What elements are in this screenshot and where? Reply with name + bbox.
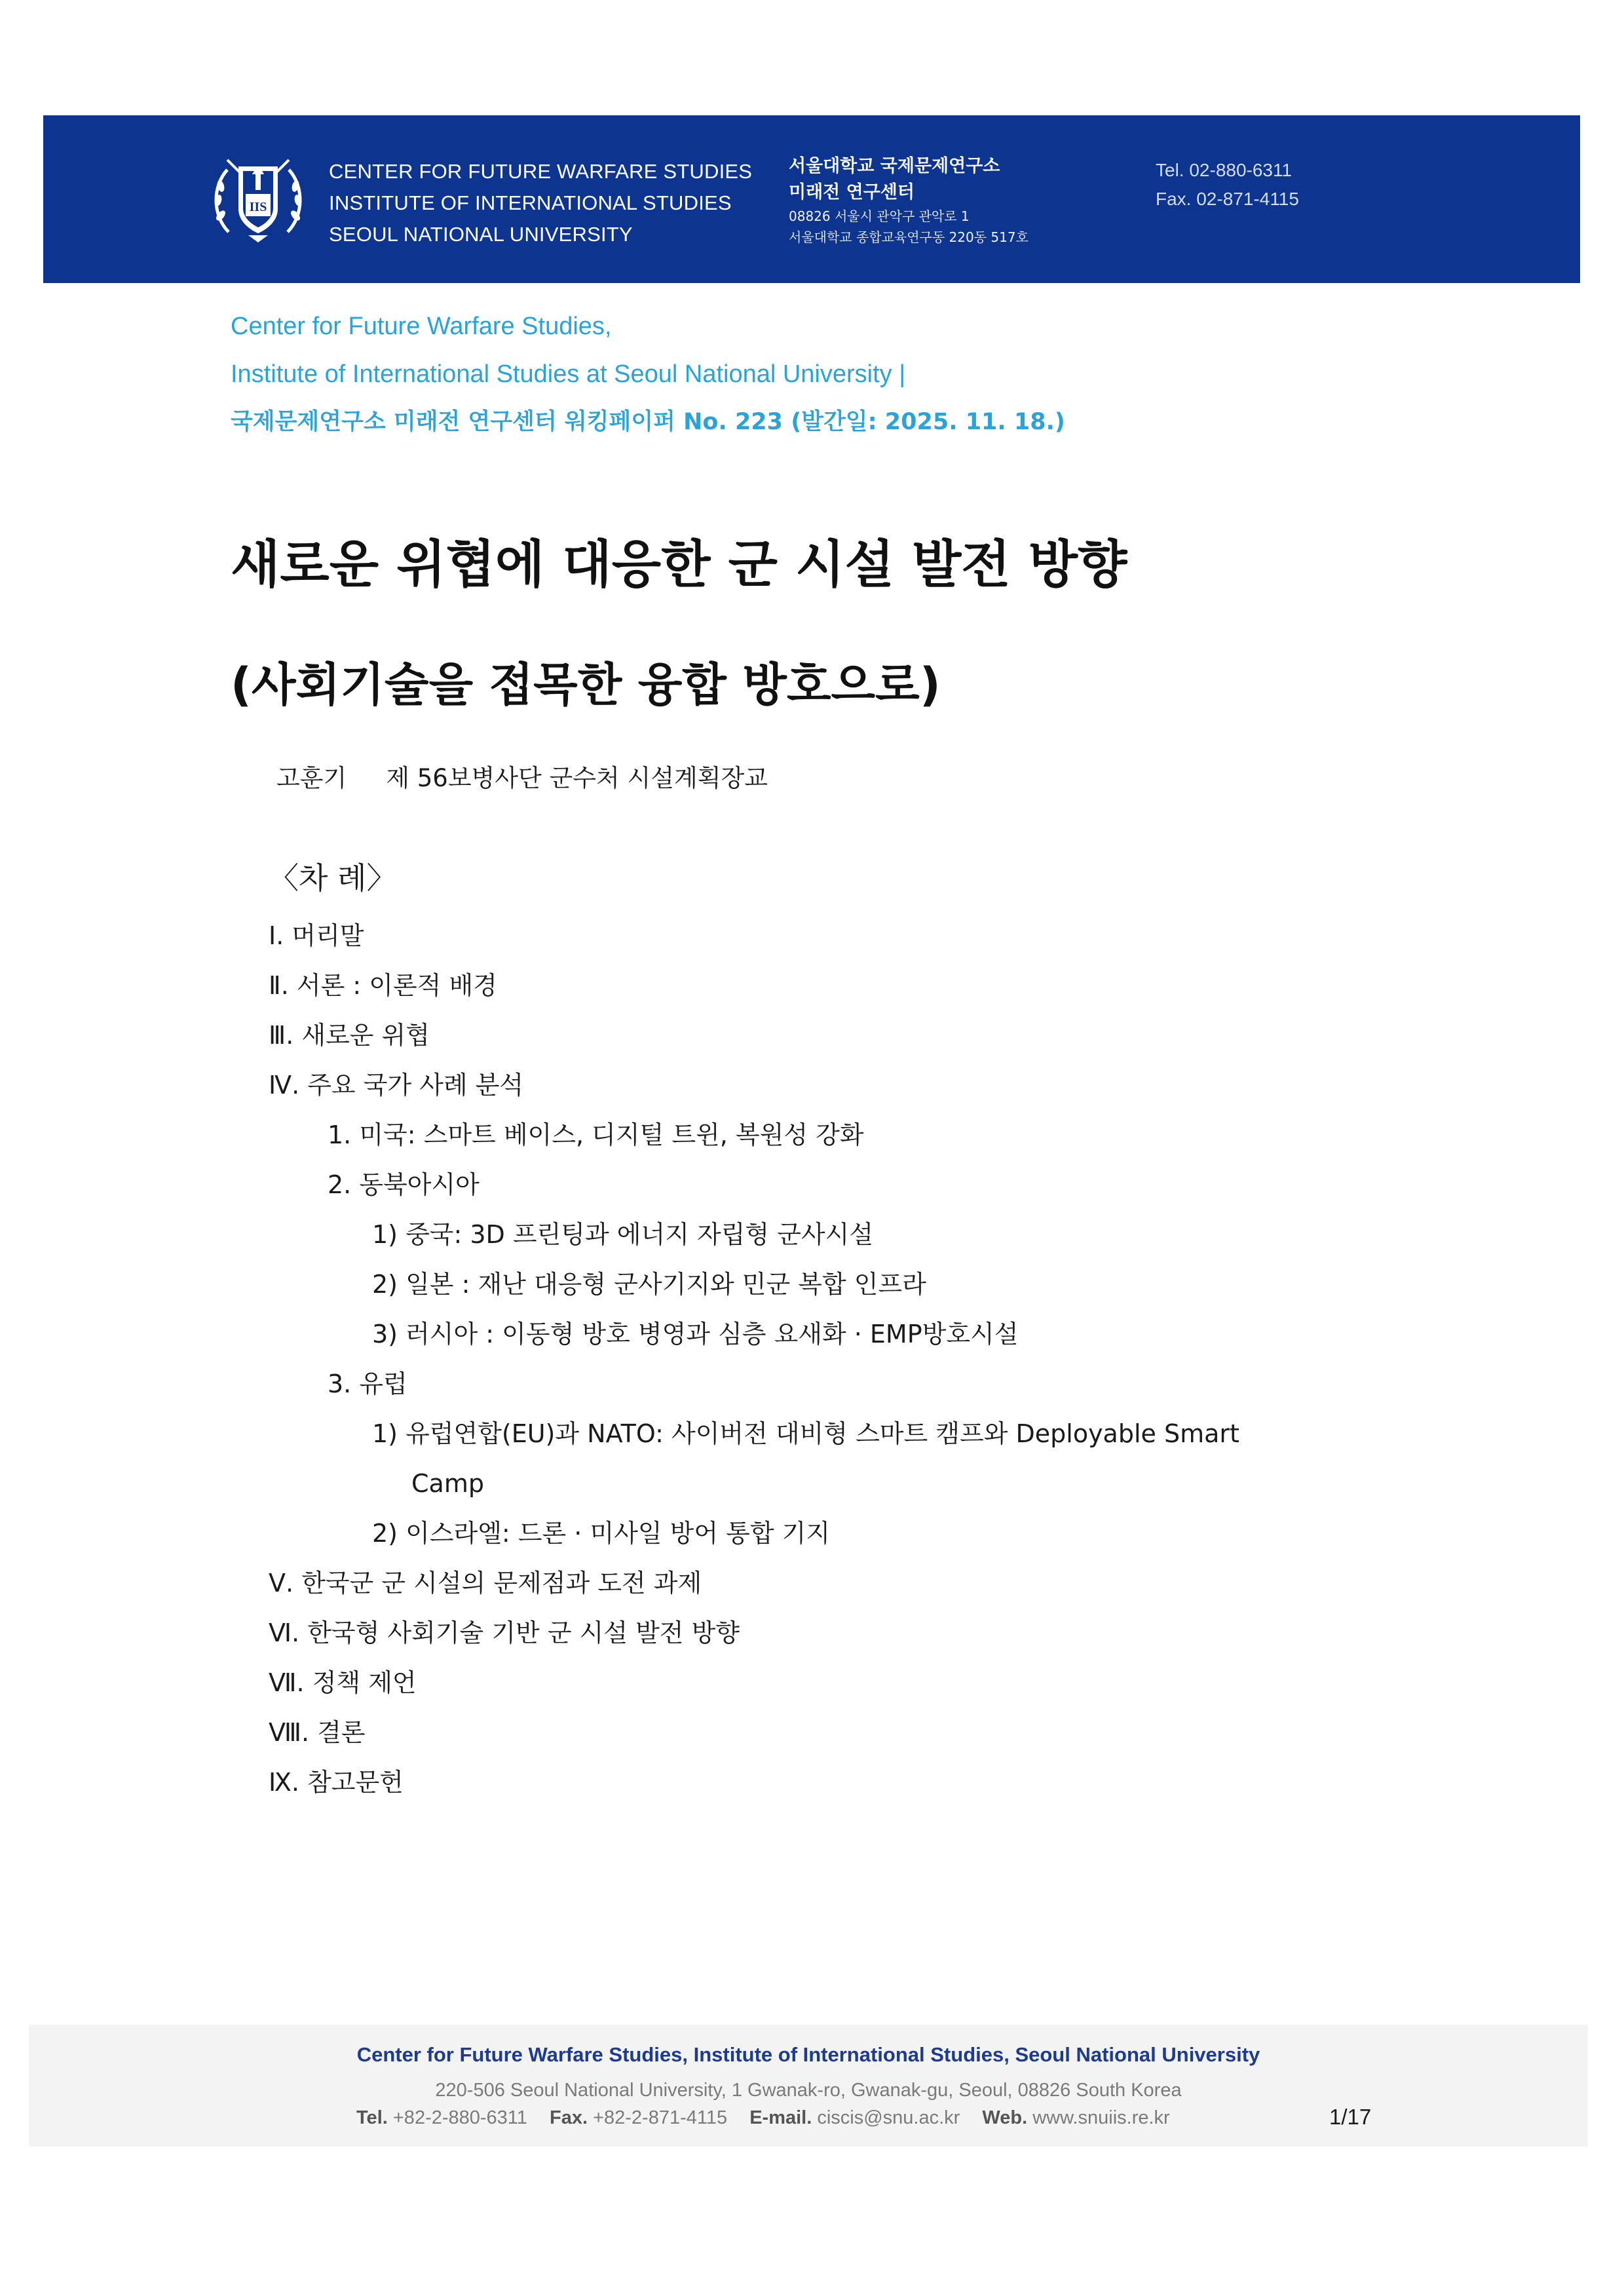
paper-meta: [231, 303, 1065, 446]
footer-contact: [356, 2107, 1170, 2129]
toc-subsubitem: 2) 이스라엘: 드론 · 미사일 방어 통합 기지: [372, 1519, 831, 1548]
toc-subsubitem: 1) 유럽연합(EU)과 NATO: 사이버전 대비형 스마트 캠프와 Deployable Smart: [372, 1419, 1239, 1448]
toc-subsubitem: 2) 일본 : 재난 대응형 군사기지와 민군 복합 인프라: [372, 1270, 926, 1299]
page-footer: [29, 2025, 1588, 2147]
header-banner: [43, 115, 1580, 283]
toc-item: Ⅴ. 한국군 군 시설의 문제점과 도전 과제: [269, 1569, 702, 1598]
banner-english-names: [329, 156, 752, 250]
toc-item: Ⅲ. 새로운 위협: [269, 1021, 430, 1050]
toc-item: Ⅶ. 정책 제언: [269, 1668, 417, 1697]
snu-iis-emblem-icon: [209, 153, 307, 245]
banner-ko-title-2: 미래전 연구센터: [789, 182, 915, 202]
toc-subitem: 1. 미국: 스마트 베이스, 디지털 트윈, 복원성 강화: [328, 1120, 864, 1149]
toc-item: Ⅷ. 결론: [269, 1718, 366, 1747]
banner-tel: Tel. 02-880-6311: [1156, 160, 1293, 180]
toc-item: Ⅸ. 참고문헌: [269, 1768, 404, 1797]
banner-korean-names: [789, 153, 1029, 248]
footer-address: 220-506 Seoul National University, 1 Gwanak-ro, Gwanak-gu, Seoul, 08826 South Korea: [435, 2080, 1182, 2101]
footer-title: Center for Future Warfare Studies, Institute of International Studies, Seoul National University: [356, 2043, 1260, 2066]
author-affiliation: 제 56보병사단 군수처 시설계획장교: [386, 764, 768, 792]
toc-item: Ⅵ. 한국형 사회기술 기반 군 시설 발전 방향: [269, 1618, 740, 1647]
toc-item: Ⅳ. 주요 국가 사례 분석: [269, 1071, 524, 1100]
toc-item: Ⅱ. 서론 : 이론적 배경: [269, 971, 497, 1000]
footer-tel-label: Tel.: [356, 2107, 388, 2128]
page-number: 1/17: [1329, 2105, 1372, 2129]
table-of-contents: [269, 911, 1382, 1807]
toc-subsubitem: 1) 중국: 3D 프린팅과 에너지 자립형 군사시설: [372, 1220, 874, 1249]
toc-heading: 〈차 례〉: [269, 860, 397, 896]
footer-fax-label: Fax.: [549, 2107, 588, 2128]
banner-contact: [1156, 156, 1299, 214]
toc-subsubitem: 3) 러시아 : 이동형 방호 병영과 심층 요새화 · EMP방호시설: [372, 1320, 1019, 1349]
banner-ko-title-1: 서울대학교 국제문제연구소: [789, 156, 1000, 176]
footer-web-link[interactable]: www.snuiis.re.kr: [1032, 2107, 1170, 2128]
author-line: [276, 760, 768, 797]
footer-web-label: Web.: [982, 2107, 1028, 2128]
toc-item: Ⅰ. 머리말: [269, 921, 364, 950]
svg-text:IIS: IIS: [249, 200, 267, 214]
banner-en-line-2: INSTITUTE OF INTERNATIONAL STUDIES: [329, 191, 732, 214]
banner-address-1: 08826 서울시 관악구 관악로 1: [789, 208, 970, 224]
meta-line-3: 국제문제연구소 미래전 연구센터 워킹페이퍼 No. 223 (발간일: 2025. 11. 18.): [231, 409, 1065, 435]
footer-email-link[interactable]: ciscis@snu.ac.kr: [817, 2107, 960, 2128]
footer-fax: +82-2-871-4115: [593, 2107, 728, 2128]
toc-subitem: 2. 동북아시아: [328, 1170, 480, 1199]
author-name: 고훈기: [276, 764, 347, 792]
banner-fax: Fax. 02-871-4115: [1156, 189, 1299, 209]
footer-email-label: E-mail.: [749, 2107, 812, 2128]
meta-line-1: Center for Future Warfare Studies,: [231, 313, 612, 340]
toc-subsubitem-continuation: Camp: [411, 1469, 484, 1498]
toc-subitem: 3. 유럽: [328, 1369, 407, 1398]
banner-en-line-3: SEOUL NATIONAL UNIVERSITY: [329, 223, 633, 246]
meta-line-2: Institute of International Studies at Seoul National University |: [231, 360, 906, 388]
footer-tel: +82-2-880-6311: [392, 2107, 527, 2128]
banner-address-2: 서울대학교 종합교육연구동 220동 517호: [789, 229, 1029, 245]
banner-en-line-1: CENTER FOR FUTURE WARFARE STUDIES: [329, 160, 753, 183]
paper-title: 새로운 위협에 대응한 군 시설 발전 방향: [231, 535, 1127, 594]
paper-subtitle: (사회기술을 접목한 융합 방호으로): [231, 658, 941, 712]
